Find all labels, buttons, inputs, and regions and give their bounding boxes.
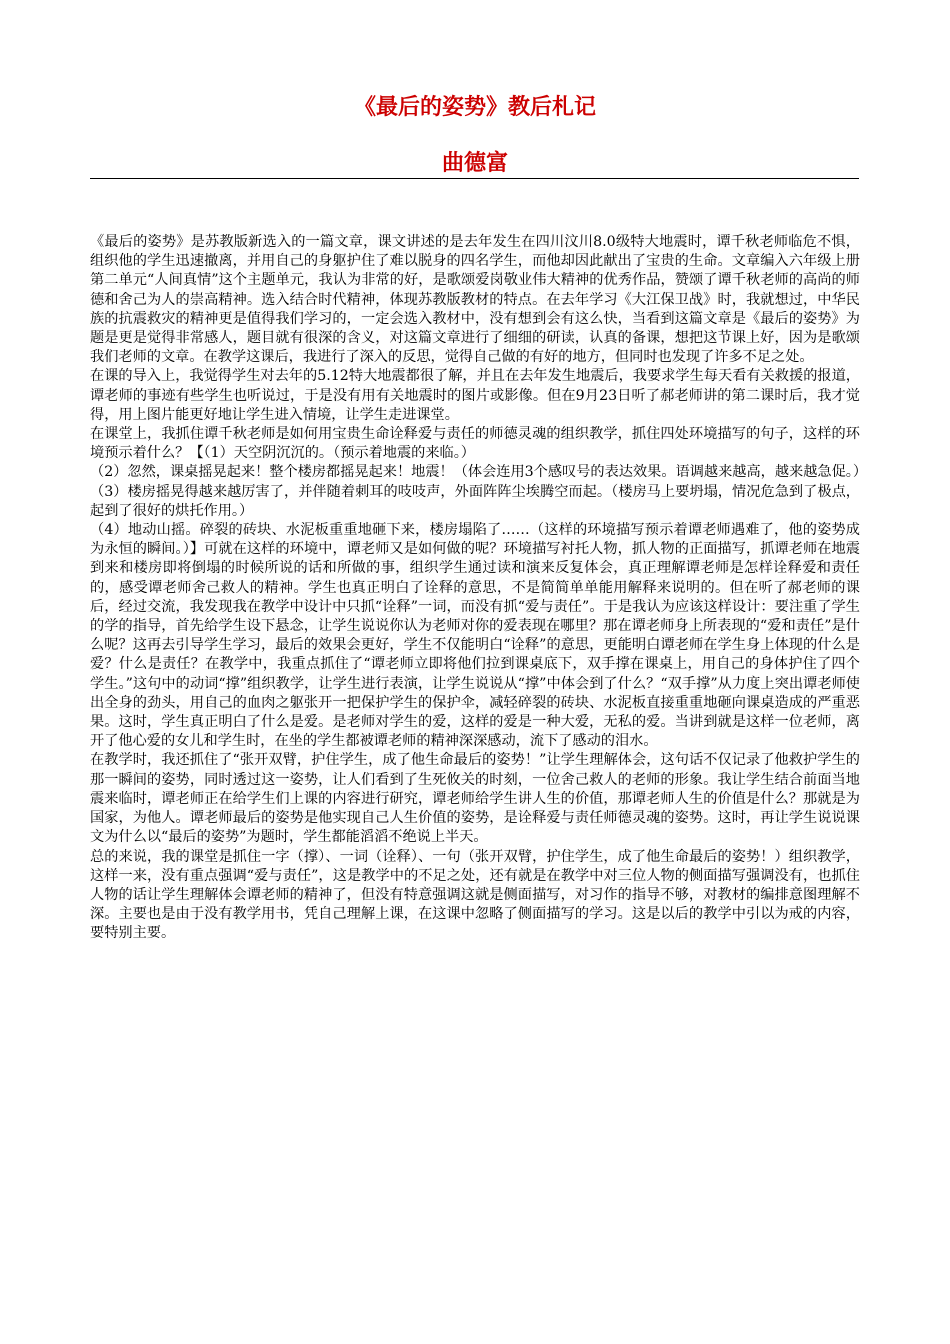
- document-author: 曲德富: [441, 150, 508, 176]
- paragraph-intro: 《最后的姿势》是苏教版新选入的一篇文章，课文讲述的是去年发生在四川汶川8.0级特大地震时，谭千秋老师临危不惧，组织他的学生迅速撤离，并用自己的身躯护住了难以脱身的四名学生，而他却因此献出了宝贵的生命。文章编入六年级上册第二单元“人间真情”这个主题单元，我认为非常的好，是歌颂爱岗敬业伟大精神的优秀作品，赞颂了谭千秋老师的高尚的师德和舍己为人的崇高精神。选入结合时代精神，体现苏教版教材的特点。在去年学习《大江保卫战》时，我就想过，中华民族的抗震救灾的精神更是值得我们学习的，一定会选入教材中，没有想到会有这么快，当看到这篇文章是《最后的姿势》为题是更是觉得非常感人，题目就有很深的含义，对这篇文章进行了细细的研读，认真的备课，想把这节课上好，因为是歌颂我们老师的文章。在教学这课后，我进行了深入的反思，觉得自己做的有好的地方，但同时也发现了许多不足之处。: [90, 234, 860, 366]
- paragraph-last-posture: 在教学时，我还抓住了“张开双臂，护住学生，成了他生命最后的姿势！”让学生理解体会，这句话不仅记录了他救护学生的那一瞬间的姿势，同时透过这一姿势，让人们看到了生死攸关的时刻，一位舍己救人的老师的形象。我让学生结合前面当地震来临时，谭老师正在给学生们上课的内容进行研究，谭老师给学生讲人生的价值，那谭老师人生的价值是什么？那就是为国家，为他人。谭老师最后的姿势是他实现自己人生价值的姿势，是诠释爱与责任师德灵魂的姿势。这时，再让学生说说课文为什么以“最后的姿势”为题时，学生都能滔滔不绝说上半天。: [90, 752, 860, 846]
- paragraph-environment-2: （2）忽然，课桌摇晃起来！整个楼房都摇晃起来！地震！（体会连用3个感叹号的表达效果。语调越来越高，越来越急促。）: [90, 464, 868, 481]
- paragraph-environment-4: （4）地动山摇。碎裂的砖块、水泥板重重地砸下来，楼房塌陷了……（这样的环境描写预示着谭老师遇难了，他的姿势成为永恒的瞬间。）】可就在这样的环境中，谭老师又是如何做的呢？环境描写衬托人物，抓人物的正面描写，抓谭老师在地震到来和楼房即将倒塌的时候所说的话和所做的事，组织学生通过读和演来反复体会，真正理解谭老师是怎样诠释爱和责任的，感受谭老师舍己救人的精神。学生也真正明白了诠释的意思，不是简简单单能用解释来说明的。但在听了郝老师的课后，经过交流，我发现我在教学中设计中只抓“诠释”一词，而没有抓“爱与责任”。于是我认为应该这样设计：要注重了学生的学的指导，首先给学生设下悬念，让学生说说你认为老师对你的爱表现在哪里？那在谭老师身上所表现的“爱和责任”是什么呢？这再去引导学生学习，最后的效果会更好，学生不仅能明白“诠释”的意思，更能明白谭老师在学生身上体现的什么是爱？什么是责任？在教学中，我重点抓住了“谭老师立即将他们拉到课桌底下，双手撑在课桌上，用自己的身体护住了四个学生。”这句中的动词“撑”组织教学，让学生进行表演，让学生说说从“撑”中体会到了什么？“双手撑”从力度上突出谭老师使出全身的劲头，用自己的血肉之躯张开一把保护学生的保护伞，减轻碎裂的砖块、水泥板直接重重地砸向课桌造成的严重恶果。这时，学生真正明白了什么是爱。是老师对学生的爱，这样的爱是一种大爱，无私的爱。当讲到就是这样一位老师，离开了他心爱的女儿和学生时，在坐的学生都被谭老师的精神深深感动，流下了感动的泪水。: [90, 522, 860, 750]
- document-body: [90, 233, 868, 944]
- paragraph-environment-1: 在课堂上，我抓住谭千秋老师是如何用宝贵生命诠释爱与责任的师德灵魂的组织教学，抓住四处环境描写的句子，这样的环境预示着什么？【（1）天空阴沉沉的。（预示着地震的来临。）: [90, 426, 860, 462]
- document-title: 《最后的姿势》教后札记: [353, 94, 596, 120]
- paragraph-summary: 总的来说，我的课堂是抓住一字（撑）、一词（诠释）、一句（张开双臂，护住学生，成了他生命最后的姿势！）组织教学，这样一来，没有重点强调“爱与责任”，这是教学中的不足之处，还有就是在教学中对三位人物的侧面描写强调没有，也抓住人物的话让学生理解体会谭老师的精神了，但没有特意强调这就是侧面描写，对习作的指导不够，对教材的编排意图理解不深。主要也是由于没有教学用书，凭自己理解上课，在这课中忽略了侧面描写的学习。这是以后的教学中引以为戒的内容，要特别主要。: [90, 848, 860, 942]
- paragraph-lesson-intro: 在课的导入上，我觉得学生对去年的5.12特大地震都很了解，并且在去年发生地震后，我要求学生每天看有关救援的报道，谭老师的事迹有些学生也听说过，于是没有用有关地震时的图片或影像。但在9月23日听了郝老师讲的第二课时后，我才觉得，用上图片能更好地让学生进入情境，让学生走进课堂。: [90, 368, 860, 423]
- title-divider: [90, 178, 859, 179]
- paragraph-environment-3: （3）楼房摇晃得越来越厉害了，并伴随着刺耳的吱吱声，外面阵阵尘埃腾空而起。（楼房马上要坍塌，情况危急到了极点，起到了很好的烘托作用。）: [90, 483, 860, 519]
